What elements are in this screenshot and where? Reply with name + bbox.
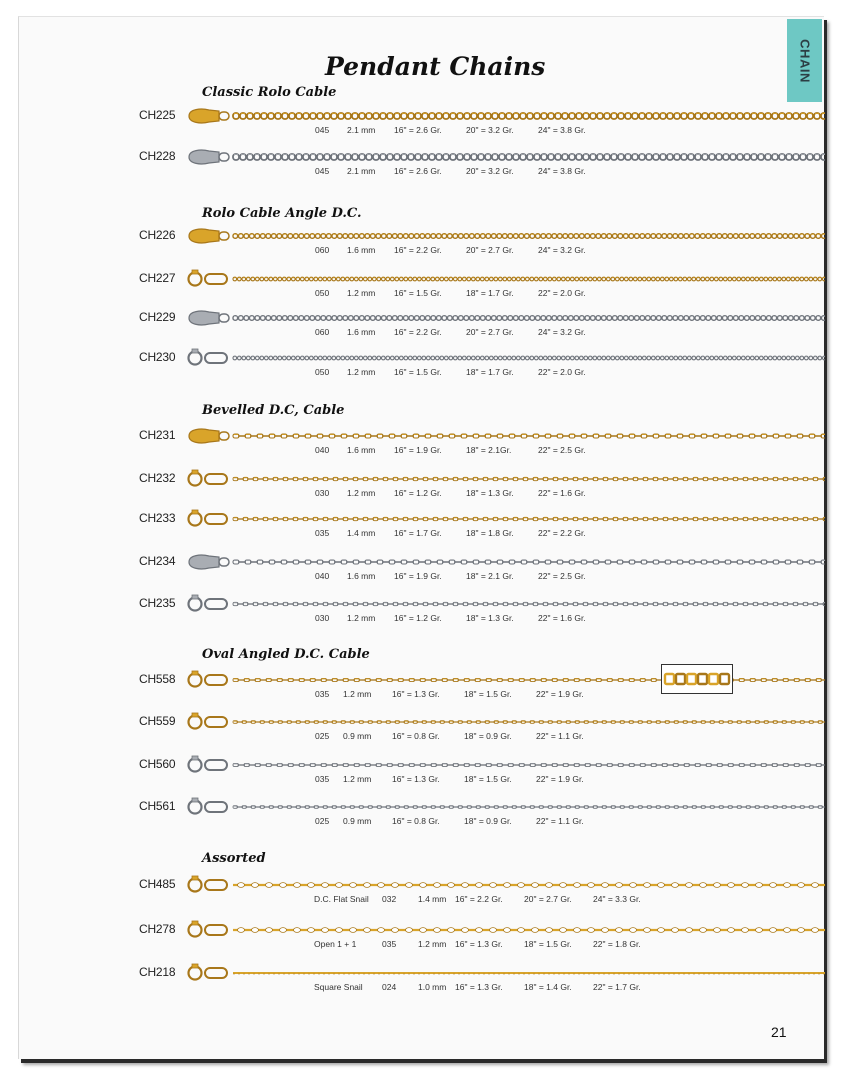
spec-value: 16" = 1.7 Gr. <box>394 528 442 538</box>
chain-image <box>185 269 825 289</box>
chain-links <box>233 113 825 119</box>
spec-value: 035 <box>315 528 330 538</box>
spec-value: 18" = 0.9 Gr. <box>464 731 512 741</box>
spec-value: 16" = 1.5 Gr. <box>394 367 442 377</box>
spring-ring-clasp-icon <box>189 879 202 892</box>
lobster-clasp-icon <box>189 555 219 569</box>
section-tab-label: CHAIN <box>797 38 812 83</box>
spring-ring-clasp-icon <box>189 273 202 286</box>
chain-image <box>185 348 825 368</box>
spec-value: 18" = 1.5 Gr. <box>464 689 512 699</box>
spec-value: 16" = 2.2 Gr. <box>394 327 442 337</box>
spec-value: 24" = 3.8 Gr. <box>538 166 586 176</box>
section-title: Assorted <box>202 851 266 866</box>
spec-value: 1.0 mm <box>418 982 447 992</box>
spec-value: 18" = 1.3 Gr. <box>466 613 514 623</box>
spring-ring-clasp-icon <box>189 352 202 365</box>
spec-value: 1.4 mm <box>418 894 447 904</box>
spec-value: 1.6 mm <box>347 571 376 581</box>
spec-value: 18" = 1.5 Gr. <box>524 939 572 949</box>
spec-value: 22" = 1.6 Gr. <box>538 613 586 623</box>
spec-value: 24" = 3.3 Gr. <box>593 894 641 904</box>
spec-value: 035 <box>382 939 397 949</box>
spring-ring-clasp-icon <box>189 513 202 526</box>
product-code: CH558 <box>139 672 176 686</box>
spec-value: 20" = 2.7 Gr. <box>466 327 514 337</box>
chain-image <box>185 106 825 126</box>
spec-value: 1.6 mm <box>347 245 376 255</box>
spec-value: D.C. Flat Snail <box>314 894 369 904</box>
spec-value: 16" = 2.2 Gr. <box>455 894 503 904</box>
chain-image <box>185 509 825 529</box>
product-code: CH218 <box>139 965 176 979</box>
spec-value: 1.4 mm <box>347 528 376 538</box>
spec-value: 16" = 2.6 Gr. <box>394 166 442 176</box>
spec-value: 2.1 mm <box>347 125 376 135</box>
spec-value: 16" = 0.8 Gr. <box>392 816 440 826</box>
product-row <box>0 596 842 644</box>
spec-value: 18" = 2.1 Gr. <box>466 571 514 581</box>
spec-value: 22" = 1.1 Gr. <box>536 731 584 741</box>
spec-value: 2.1 mm <box>347 166 376 176</box>
spec-value: Square Snail <box>314 982 363 992</box>
spring-ring-clasp-icon <box>189 598 202 611</box>
spec-value: 040 <box>315 445 330 455</box>
spec-value: 032 <box>382 894 397 904</box>
spec-value: 035 <box>315 774 330 784</box>
spec-value: 16" = 1.2 Gr. <box>394 613 442 623</box>
spec-value: 24" = 3.8 Gr. <box>538 125 586 135</box>
product-code: CH235 <box>139 596 176 610</box>
spec-value: Open 1 + 1 <box>314 939 357 949</box>
chain-image <box>185 797 825 817</box>
product-code: CH561 <box>139 799 176 813</box>
section-title: Rolo Cable Angle D.C. <box>202 206 362 221</box>
chain-links <box>233 973 825 974</box>
spec-value: 050 <box>315 367 330 377</box>
product-row <box>0 877 842 925</box>
spec-value: 18" = 0.9 Gr. <box>464 816 512 826</box>
chain-image <box>185 920 825 940</box>
product-code: CH225 <box>139 108 176 122</box>
spec-value: 22" = 2.5 Gr. <box>538 445 586 455</box>
chain-links <box>233 434 825 438</box>
spec-value: 22" = 1.8 Gr. <box>593 939 641 949</box>
spec-value: 22" = 1.6 Gr. <box>538 488 586 498</box>
spec-value: 024 <box>382 982 397 992</box>
spec-value: 050 <box>315 288 330 298</box>
spec-value: 040 <box>315 571 330 581</box>
spring-ring-clasp-icon <box>189 759 202 772</box>
spec-value: 0.9 mm <box>343 731 372 741</box>
chain-image <box>185 469 825 489</box>
chain-links <box>233 277 825 281</box>
page-title: Pendant Chains <box>325 52 546 81</box>
spec-value: 060 <box>315 327 330 337</box>
chain-links <box>233 883 825 888</box>
spec-value: 22" = 2.0 Gr. <box>538 367 586 377</box>
spec-value: 16" = 1.3 Gr. <box>455 939 503 949</box>
lobster-clasp-icon <box>189 109 219 123</box>
product-code: CH228 <box>139 149 176 163</box>
section-title: Oval Angled D.C. Cable <box>202 647 370 662</box>
chain-links <box>233 356 825 360</box>
spec-value: 16" = 1.5 Gr. <box>394 288 442 298</box>
spec-value: 20" = 2.7 Gr. <box>466 245 514 255</box>
spec-value: 18" = 1.3 Gr. <box>466 488 514 498</box>
chain-image <box>185 226 825 246</box>
spec-value: 18" = 2.1Gr. <box>466 445 512 455</box>
spec-value: 16" = 1.3 Gr. <box>392 774 440 784</box>
product-row <box>0 350 842 398</box>
lobster-clasp-icon <box>189 229 219 243</box>
chain-image <box>185 712 825 732</box>
spec-value: 18" = 1.5 Gr. <box>464 774 512 784</box>
chain-links <box>233 721 825 724</box>
product-code: CH231 <box>139 428 176 442</box>
spec-value: 16" = 1.3 Gr. <box>455 982 503 992</box>
spring-ring-clasp-icon <box>189 674 202 687</box>
spec-value: 16" = 0.8 Gr. <box>392 731 440 741</box>
chain-links <box>233 602 825 605</box>
chain-image <box>185 147 825 167</box>
product-row <box>0 799 842 847</box>
page-number: 21 <box>771 1024 787 1040</box>
spec-value: 1.6 mm <box>347 327 376 337</box>
chain-links <box>233 763 825 766</box>
spec-value: 22" = 2.5 Gr. <box>538 571 586 581</box>
product-row <box>0 965 842 1013</box>
chain-image <box>185 426 825 446</box>
chain-image <box>185 308 825 328</box>
product-code: CH559 <box>139 714 176 728</box>
spec-value: 18" = 1.4 Gr. <box>524 982 572 992</box>
spec-value: 1.2 mm <box>347 367 376 377</box>
product-code: CH233 <box>139 511 176 525</box>
spec-value: 025 <box>315 731 330 741</box>
spec-value: 025 <box>315 816 330 826</box>
spring-ring-clasp-icon <box>189 967 202 980</box>
section-tab[interactable] <box>787 19 822 102</box>
chain-image <box>185 552 825 572</box>
chain-links <box>233 316 825 321</box>
section-title: Bevelled D.C, Cable <box>202 403 345 418</box>
spring-ring-clasp-icon <box>189 801 202 814</box>
spec-value: 1.2 mm <box>418 939 447 949</box>
product-code: CH232 <box>139 471 176 485</box>
spec-value: 24" = 3.2 Gr. <box>538 327 586 337</box>
product-code: CH229 <box>139 310 176 324</box>
lobster-clasp-icon <box>189 150 219 164</box>
spec-value: 0.9 mm <box>343 816 372 826</box>
spec-value: 22" = 1.7 Gr. <box>593 982 641 992</box>
chain-links <box>233 560 825 564</box>
chain-links <box>233 678 825 681</box>
spec-value: 030 <box>315 488 330 498</box>
chain-links <box>233 517 825 520</box>
spec-value: 16" = 1.9 Gr. <box>394 571 442 581</box>
spec-value: 16" = 1.2 Gr. <box>394 488 442 498</box>
product-code: CH227 <box>139 271 176 285</box>
chain-links <box>233 928 825 933</box>
spec-value: 22" = 1.9 Gr. <box>536 774 584 784</box>
spring-ring-clasp-icon <box>189 924 202 937</box>
lobster-clasp-icon <box>189 311 219 325</box>
spec-value: 1.2 mm <box>347 288 376 298</box>
chain-image <box>185 875 825 895</box>
chain-image <box>185 755 825 775</box>
spec-value: 1.2 mm <box>343 774 372 784</box>
product-code: CH234 <box>139 554 176 568</box>
product-code: CH485 <box>139 877 176 891</box>
chain-image <box>185 963 825 983</box>
section-title: Classic Rolo Cable <box>202 85 337 100</box>
spec-value: 22" = 1.1 Gr. <box>536 816 584 826</box>
spring-ring-clasp-icon <box>189 716 202 729</box>
spec-value: 16" = 1.3 Gr. <box>392 689 440 699</box>
spec-value: 22" = 1.9 Gr. <box>536 689 584 699</box>
spec-value: 1.2 mm <box>347 488 376 498</box>
spec-value: 1.2 mm <box>347 613 376 623</box>
spec-value: 16" = 2.6 Gr. <box>394 125 442 135</box>
chain-image <box>185 594 825 614</box>
chain-links <box>233 806 825 809</box>
product-code: CH226 <box>139 228 176 242</box>
lobster-clasp-icon <box>189 429 219 443</box>
chain-links <box>233 477 825 480</box>
product-code: CH230 <box>139 350 176 364</box>
spec-value: 060 <box>315 245 330 255</box>
spec-value: 20" = 3.2 Gr. <box>466 125 514 135</box>
spec-value: 20" = 3.2 Gr. <box>466 166 514 176</box>
spring-ring-clasp-icon <box>189 473 202 486</box>
spec-value: 22" = 2.2 Gr. <box>538 528 586 538</box>
spec-value: 20" = 2.7 Gr. <box>524 894 572 904</box>
spec-value: 16" = 2.2 Gr. <box>394 245 442 255</box>
product-code: CH278 <box>139 922 176 936</box>
spec-value: 035 <box>315 689 330 699</box>
spec-value: 16" = 1.9 Gr. <box>394 445 442 455</box>
spec-value: 1.6 mm <box>347 445 376 455</box>
spec-value: 045 <box>315 166 330 176</box>
spec-value: 24" = 3.2 Gr. <box>538 245 586 255</box>
product-row <box>0 149 842 197</box>
product-code: CH560 <box>139 757 176 771</box>
spec-value: 18" = 1.8 Gr. <box>466 528 514 538</box>
chain-links <box>233 154 825 160</box>
chain-links <box>233 234 825 239</box>
spec-value: 22" = 2.0 Gr. <box>538 288 586 298</box>
spec-value: 045 <box>315 125 330 135</box>
spec-value: 18" = 1.7 Gr. <box>466 288 514 298</box>
chain-detail-image <box>662 665 732 693</box>
chain-detail-inset <box>661 664 733 694</box>
spec-value: 18" = 1.7 Gr. <box>466 367 514 377</box>
spec-value: 030 <box>315 613 330 623</box>
spec-value: 1.2 mm <box>343 689 372 699</box>
